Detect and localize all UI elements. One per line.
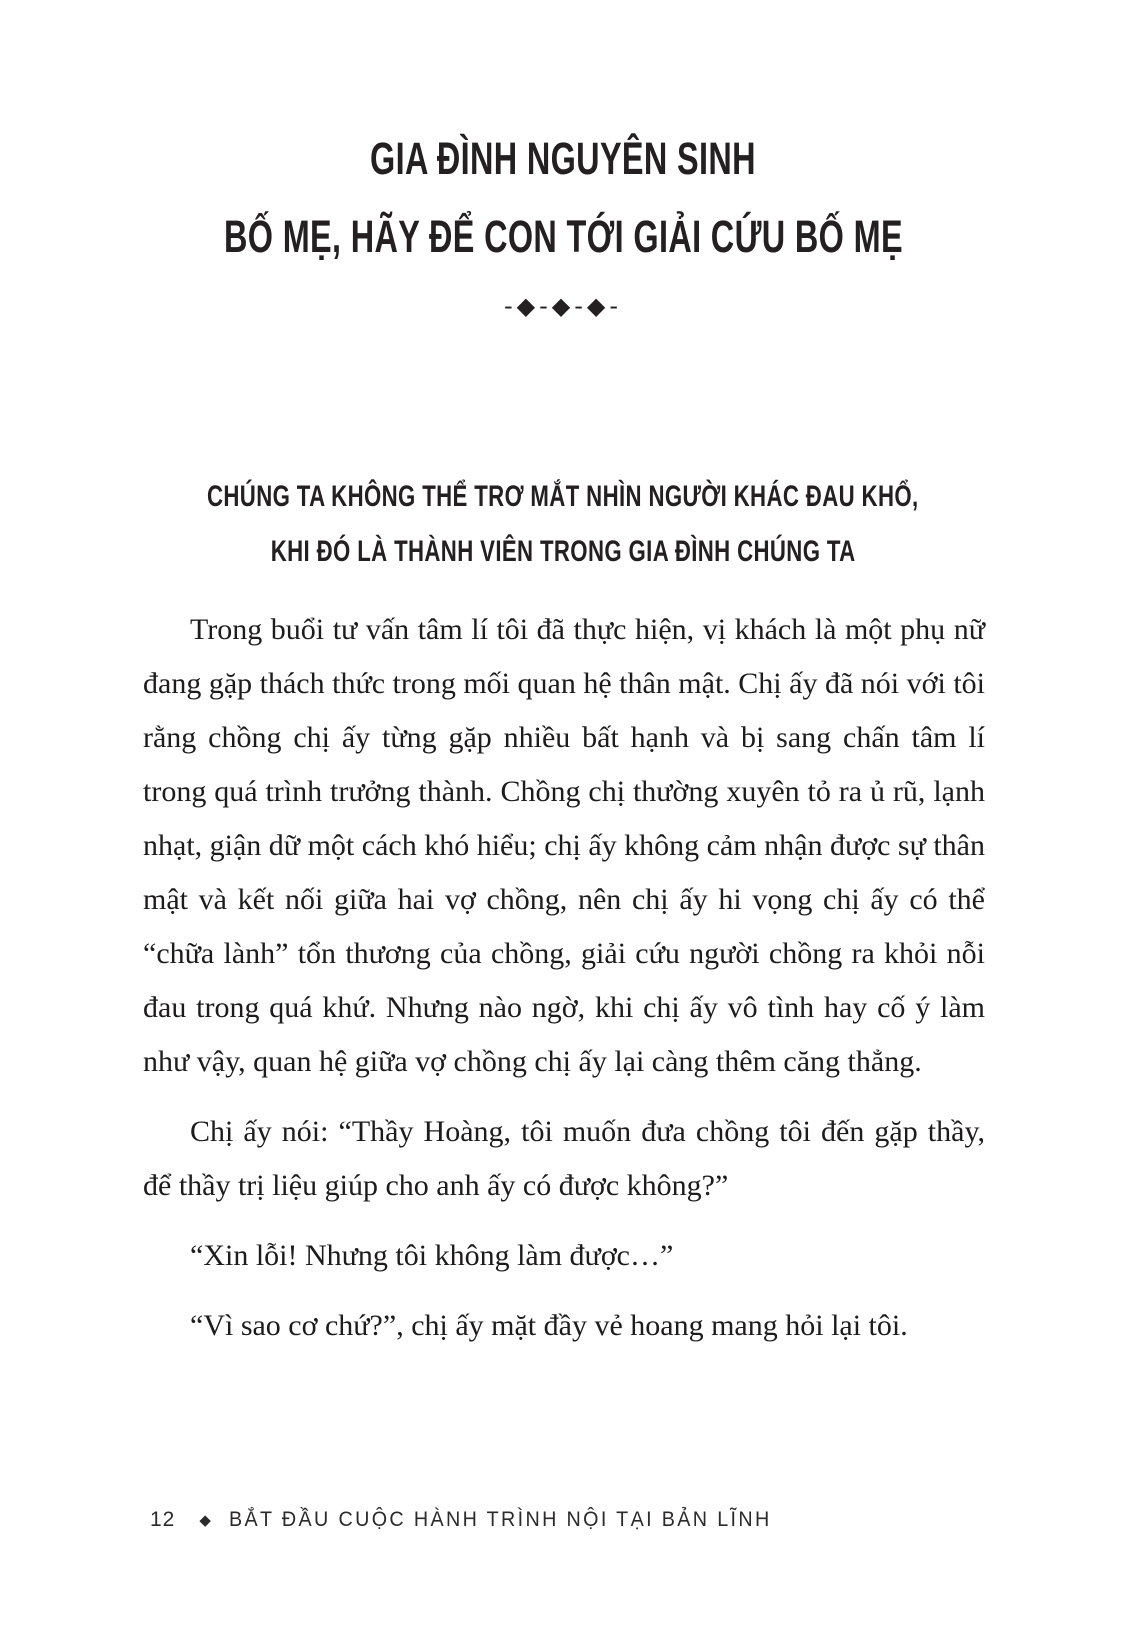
section-heading-text-2: KHI ĐÓ LÀ THÀNH VIÊN TRONG GIA ĐÌNH CHÚNG TA — [270, 535, 856, 568]
section-heading-line-1 — [0, 482, 1126, 512]
section-heading-line-2 — [0, 537, 1126, 567]
body-text — [143, 603, 985, 1369]
ornament-divider: -◆-◆-◆- — [503, 292, 622, 320]
paragraph-3: “Xin lỗi! Nhưng tôi không làm được…” — [190, 1239, 674, 1272]
page-footer — [150, 1508, 806, 1532]
chapter-title-line-2 — [0, 211, 1126, 262]
chapter-title-line-1 — [0, 133, 1126, 184]
footer-diamond-icon: ◆ — [199, 1512, 211, 1529]
paragraph-2: Chị ấy nói: “Thầy Hoàng, tôi muốn đưa chồng tôi đến gặp thầy, để thầy trị liệu giúp cho anh ấy có được không?” — [143, 1115, 985, 1202]
chapter-title-text-1: GIA ĐÌNH NGUYÊN SINH — [370, 133, 756, 184]
chapter-title-text-2: BỐ MẸ, HÃY ĐỂ CON TỚI GIẢI CỨU BỐ MẸ — [223, 211, 903, 262]
page-number: 12 — [150, 1508, 176, 1531]
paragraph-4: “Vì sao cơ chứ?”, chị ấy mặt đầy vẻ hoang mang hỏi lại tôi. — [190, 1309, 908, 1342]
section-heading-text-1: CHÚNG TA KHÔNG THỂ TRƠ MẮT NHÌN NGƯỜI KHÁC ĐAU KHỔ, — [207, 480, 919, 513]
paragraph-1: Trong buổi tư vấn tâm lí tôi đã thực hiện, vị khách là một phụ nữ đang gặp thách thức trong mối quan hệ thân mật. Chị ấy đã nói với tôi rằng chồng chị ấy từng gặp nhiều bất hạnh và bị sang chấn tâm lí trong quá trình trưởng thành. Chồng chị thường xuyên tỏ ra ủ rũ, lạnh nhạt, giận dữ một cách khó hiểu; chị ấy không cảm nhận được sự thân mật và kết nối giữa hai vợ chồng, nên chị ấy hi vọng chị ấy có thể “chữa lành” tổn thương của chồng, giải cứu người chồng ra khỏi nỗi đau trong quá khứ. Nhưng nào ngờ, khi chị ấy vô tình hay cố ý làm như vậy, quan hệ giữa vợ chồng chị ấy lại càng thêm căng thẳng. — [143, 613, 985, 1078]
running-title: BẮT ĐẦU CUỘC HÀNH TRÌNH NỘI TẠI BẢN LĨNH — [228, 1508, 772, 1531]
